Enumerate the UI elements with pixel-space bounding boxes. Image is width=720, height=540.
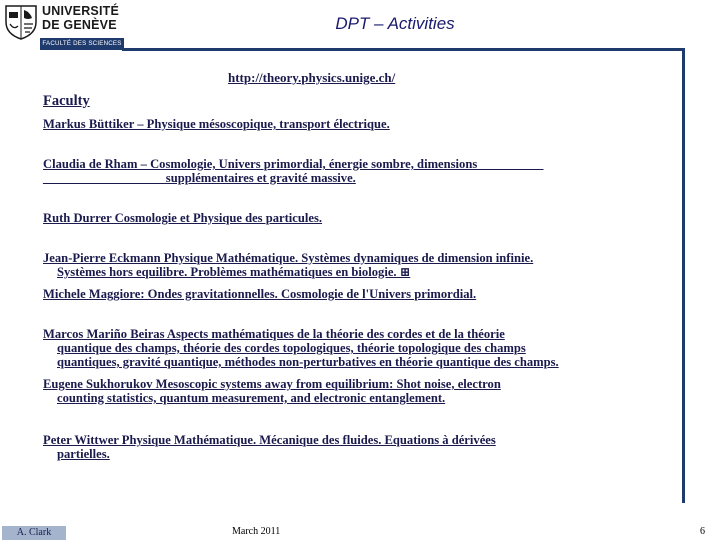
entry-line: Marcos Mariño Beiras Aspects mathématiques de la théorie des cordes et de la théorie (43, 327, 505, 341)
entry-line: quantique des champs, théorie des cordes topologiques, théorie topologique des champs (57, 341, 526, 355)
footer-date: March 2011 (232, 526, 281, 537)
faculty-entry-sukhorukov (43, 377, 643, 405)
faculty-entry-wittwer (43, 433, 643, 461)
logo-line-1: UNIVERSITÉ (42, 4, 120, 18)
faculty-heading: Faculty (43, 93, 90, 109)
university-logo (4, 4, 122, 46)
entry-line: Michele Maggiore: Ondes gravitationnelles. Cosmologie de l'Univers primordial. (43, 287, 477, 301)
faculty-entry-de-rham (43, 157, 643, 185)
faculty-entry-buttiker (43, 117, 643, 131)
entry-line: Ruth Durrer Cosmologie et Physique des particules. (43, 211, 323, 225)
theory-website-link[interactable]: http://theory.physics.unige.ch/ (228, 70, 396, 85)
logo-faculty-banner: FACULTÉ DES SCIENCES (40, 38, 124, 50)
entry-line: Eugene Sukhorukov Mesoscopic systems away from equilibrium: Shot noise, electron (43, 377, 501, 391)
entry-line: Claudia de Rham – Cosmologie, Univers primordial, énergie sombre, dimensions __________ (43, 157, 544, 171)
footer-author: A. Clark (2, 526, 66, 540)
faculty-entry-durrer (43, 211, 643, 225)
faculty-entry-maggiore (43, 287, 643, 301)
university-seal-icon (4, 4, 38, 40)
entry-line: quantiques, gravité quantique, méthodes non-perturbatives en théorie quantique des champs. (57, 355, 559, 369)
logo-line-2: DE GENÈVE (42, 18, 117, 32)
entry-line: counting statistics, quantum measurement, and electronic entanglement. (57, 391, 446, 405)
faculty-entry-eckmann (43, 251, 643, 279)
entry-line: Peter Wittwer Physique Mathématique. Mécanique des fluides. Equations à dérivées (43, 433, 496, 447)
slide-title: DPT – Activities (335, 14, 455, 33)
page-number: 6 (700, 526, 705, 537)
entry-line: partielles. (57, 447, 110, 461)
entry-line: Jean-Pierre Eckmann Physique Mathématique. Systèmes dynamiques de dimension infinie. (43, 251, 534, 265)
entry-line: Systèmes hors equilibre. Problèmes mathématiques en biologie. ⊞ (57, 265, 411, 279)
faculty-entry-marino (43, 327, 643, 369)
entry-line: Markus Büttiker – Physique mésoscopique, transport électrique. (43, 117, 390, 131)
entry-line: ___________________ supplémentaires et gravité massive. (43, 171, 356, 185)
right-divider (682, 48, 685, 503)
header-divider (122, 48, 682, 51)
